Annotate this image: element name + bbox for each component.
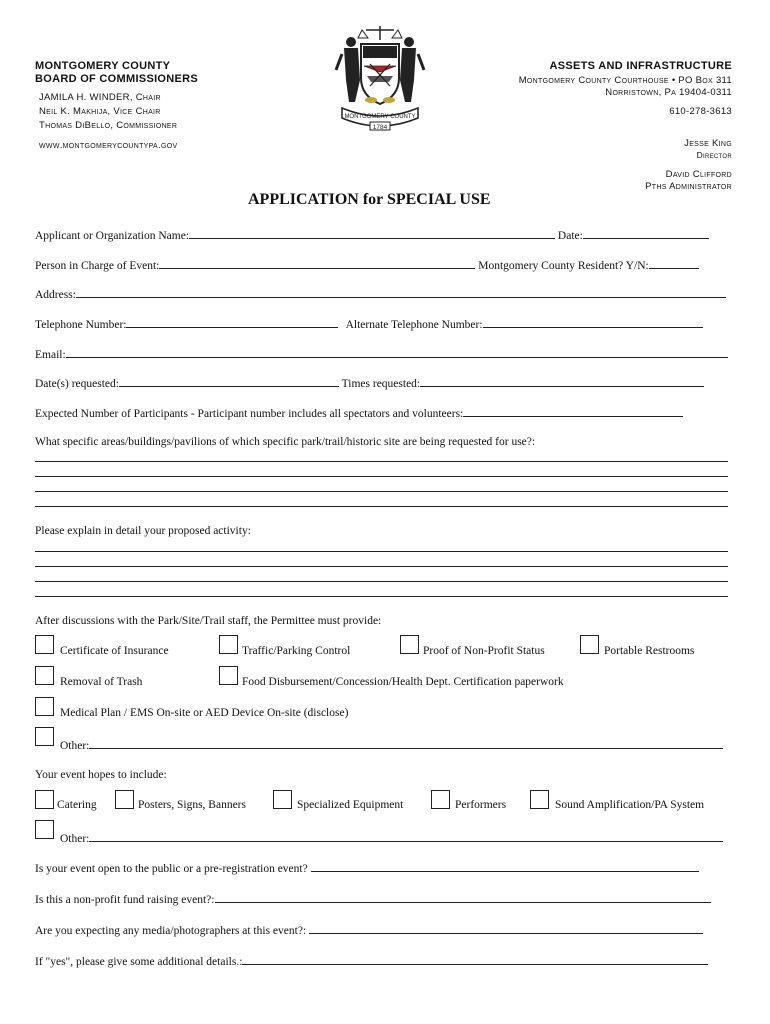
explain-input-line[interactable] (35, 581, 728, 582)
areas-input-line[interactable] (35, 491, 728, 492)
checkbox-posters-signs[interactable] (115, 790, 134, 809)
alt-telephone-label: Alternate Telephone Number: (345, 319, 483, 331)
address-line1: Montgomery County Courthouse • PO Box 311 (518, 75, 732, 86)
telephone-label: Telephone Number: (35, 319, 127, 331)
areas-question: What specific areas/buildings/pavilions of which specific park/trail/historic site are being requested for use?: (35, 436, 536, 448)
checkbox-nonprofit-status[interactable] (400, 635, 419, 654)
dates-requested-input[interactable] (119, 375, 339, 387)
seal-year: 1784 (372, 124, 388, 131)
checkbox-removal-trash[interactable] (35, 666, 54, 685)
explain-input-line[interactable] (35, 551, 728, 552)
address-label: Address: (35, 289, 76, 301)
person-in-charge-input[interactable] (159, 257, 475, 269)
areas-input-line[interactable] (35, 461, 728, 462)
label-portable-restrooms: Portable Restrooms (604, 645, 695, 657)
label-performers: Performers (455, 799, 507, 811)
label-food-disbursement: Food Disbursement/Concession/Health Dept. Certification paperwork (242, 676, 564, 688)
label-traffic-parking: Traffic/Parking Control (242, 645, 351, 657)
label-certificate-insurance: Certificate of Insurance (60, 645, 169, 657)
director-name: Jesse King (684, 138, 732, 149)
areas-input-line[interactable] (35, 506, 728, 507)
phone-number: 610-278-3613 (669, 106, 732, 117)
administrator-title: Pths Administrator (645, 181, 732, 192)
org-name-line1: MONTGOMERY COUNTY (35, 60, 171, 72)
applicant-label: Applicant or Organization Name: (35, 230, 190, 242)
label-nonprofit-status: Proof of Non-Profit Status (423, 645, 545, 657)
department-name: ASSETS AND INFRASTRUCTURE (549, 60, 732, 72)
details-answer-input[interactable] (242, 953, 708, 965)
seal-ribbon-text: MONTGOMERY COUNTY (344, 114, 416, 120)
explain-label: Please explain in detail your proposed activity: (35, 525, 251, 537)
commissioner-chair: JAMILA H. WINDER, Chair (39, 92, 161, 103)
checkbox-catering[interactable] (35, 790, 54, 809)
applicant-input[interactable] (189, 227, 555, 239)
participants-label: Expected Number of Participants - Participant number includes all spectators and volunteers: (35, 408, 464, 420)
resident-label: Montgomery County Resident? Y/N: (478, 260, 649, 272)
explain-input-line[interactable] (35, 566, 728, 567)
county-seal-icon (334, 20, 426, 132)
telephone-input[interactable] (126, 316, 338, 328)
label-provide-other: Other: (60, 740, 90, 752)
alt-telephone-input[interactable] (483, 316, 703, 328)
media-answer-input[interactable] (309, 922, 703, 934)
provide-heading: After discussions with the Park/Site/Trail staff, the Permittee must provide: (35, 615, 382, 627)
include-heading: Your event hopes to include: (35, 769, 167, 781)
provide-other-input[interactable] (89, 737, 723, 749)
resident-input[interactable] (649, 257, 699, 269)
checkbox-performers[interactable] (431, 790, 450, 809)
checkbox-include-other[interactable] (35, 820, 54, 839)
details-question: If "yes", please give some additional details.: (35, 956, 243, 968)
date-label: Date: (557, 230, 583, 242)
email-label: Email: (35, 349, 66, 361)
label-catering: Catering (57, 799, 97, 811)
public-answer-input[interactable] (311, 860, 699, 872)
commissioner-vice-chair: Neil K. Makhija, Vice Chair (39, 106, 161, 117)
director-title: Director (696, 150, 732, 160)
administrator-name: David Clifford (665, 169, 732, 180)
label-sound-amplification: Sound Amplification/PA System (555, 799, 705, 811)
label-medical-plan: Medical Plan / EMS On-site or AED Device On-site (disclose) (60, 707, 349, 719)
media-question: Are you expecting any media/photographers at this event?: (35, 925, 307, 937)
checkbox-provide-other[interactable] (35, 727, 54, 746)
label-removal-trash: Removal of Trash (60, 676, 143, 688)
checkbox-traffic-parking[interactable] (219, 635, 238, 654)
address-line2: Norristown, Pa 19404-0311 (605, 87, 732, 98)
dates-requested-label: Date(s) requested: (35, 378, 119, 390)
checkbox-specialized-equipment[interactable] (273, 790, 292, 809)
label-specialized-equipment: Specialized Equipment (297, 799, 404, 811)
participants-input[interactable] (463, 405, 683, 417)
checkbox-portable-restrooms[interactable] (580, 635, 599, 654)
person-in-charge-label: Person in Charge of Event: (35, 260, 160, 272)
include-other-input[interactable] (89, 830, 723, 842)
times-requested-label: Times requested: (341, 378, 421, 390)
times-requested-input[interactable] (420, 375, 704, 387)
explain-input-line[interactable] (35, 596, 728, 597)
form-title: APPLICATION for SPECIAL USE (248, 191, 491, 208)
address-input[interactable] (76, 286, 726, 298)
fundraising-question: Is this a non-profit fund raising event?: (35, 894, 215, 906)
label-include-other: Other: (60, 833, 90, 845)
public-question: Is your event open to the public or a pre-registration event? (35, 863, 308, 875)
email-input[interactable] (66, 346, 728, 358)
label-posters-signs: Posters, Signs, Banners (138, 799, 246, 811)
checkbox-medical-plan[interactable] (35, 697, 54, 716)
county-seal (334, 20, 426, 132)
date-input[interactable] (583, 227, 709, 239)
org-name-line2: BOARD OF COMMISSIONERS (35, 73, 199, 85)
fundraising-answer-input[interactable] (215, 891, 711, 903)
areas-input-line[interactable] (35, 476, 728, 477)
checkbox-sound-amplification[interactable] (530, 790, 549, 809)
checkbox-certificate-insurance[interactable] (35, 635, 54, 654)
commissioner: Thomas DiBello, Commissioner (39, 120, 178, 131)
website-link[interactable]: www.montgomerycountypa.gov (39, 140, 178, 151)
checkbox-food-disbursement[interactable] (219, 666, 238, 685)
